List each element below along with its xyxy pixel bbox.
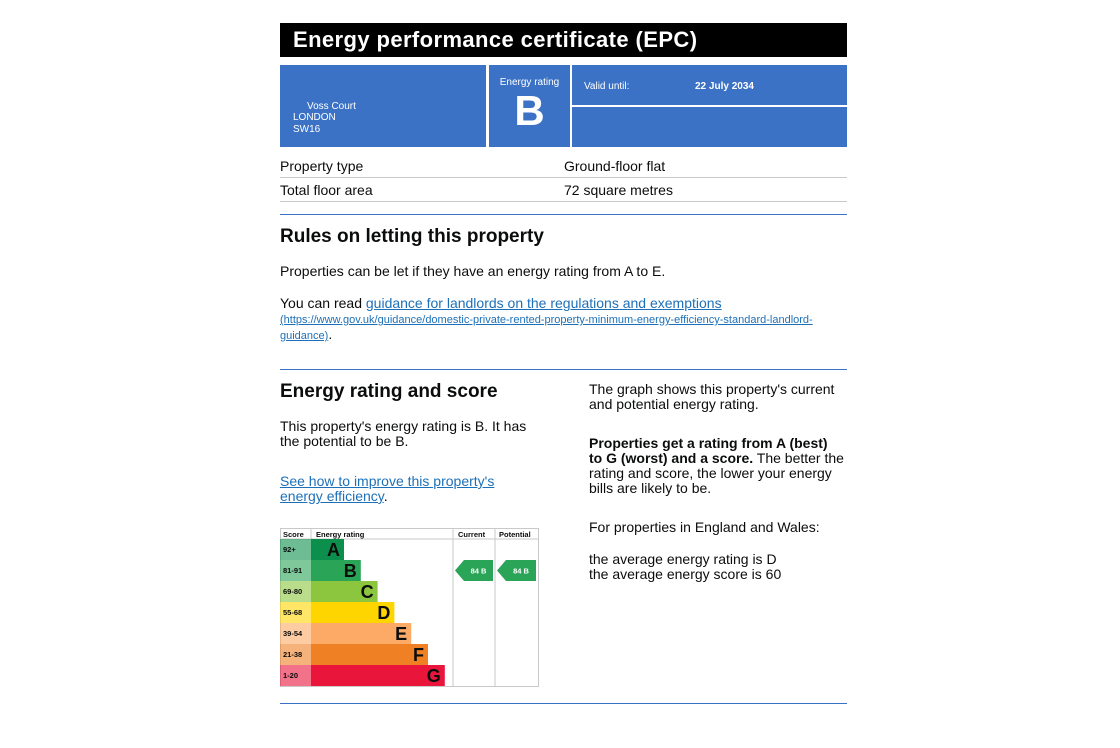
chart-header-potential: Potential [499, 530, 531, 539]
property-type-value: Ground-floor flat [564, 158, 666, 174]
average-score: the average energy score is 60 [589, 566, 782, 582]
potential-rating-marker-label: 84 B [513, 566, 529, 576]
rating-heading: Energy rating and score [280, 381, 498, 402]
chart-band-bar-g [311, 665, 445, 686]
improve-suffix: . [383, 488, 388, 504]
property-type-row [280, 153, 847, 178]
floor-area-label: Total floor area [280, 182, 373, 198]
valid-until-panel [572, 65, 847, 105]
scale-rest-text: The better the rating and score, the lower your energy bills are likely to be. [589, 450, 844, 496]
floor-area-row [280, 177, 847, 202]
property-type-label: Property type [280, 158, 364, 174]
chart-band-letter: G [426, 666, 441, 686]
guidance-paragraph [280, 296, 847, 343]
improve-link[interactable]: See how to improve this property's energy efficiency [280, 473, 495, 504]
energy-rating-chart [280, 528, 539, 687]
floor-area-value: 72 square metres [564, 182, 673, 198]
scale-bold-text: Properties get a rating from A (best) to G (worst) and a score. [589, 435, 828, 466]
chart-header-rating: Energy rating [316, 530, 365, 539]
address-line-2: LONDON [293, 112, 336, 123]
guidance-suffix: . [328, 326, 333, 342]
address-panel [280, 65, 486, 147]
chart-score-range: 69-80 [283, 587, 303, 596]
rating-summary: This property's energy rating is B. It has the potential to be B. [280, 418, 527, 449]
rules-heading: Rules on letting this property [280, 226, 544, 247]
chart-band-letter: F [413, 645, 424, 665]
chart-band-bar-f [311, 644, 428, 665]
region-intro: For properties in England and Wales: [589, 519, 820, 535]
valid-until-value: 22 July 2034 [695, 81, 754, 92]
chart-score-range: 81-91 [283, 566, 303, 575]
chart-band-letter: C [360, 582, 374, 602]
chart-band-letter: B [343, 561, 357, 581]
graph-intro: The graph shows this property's current and potential energy rating. [589, 381, 835, 412]
chart-band-letter: A [327, 540, 340, 560]
section-divider [280, 703, 847, 704]
address-postcode: SW16 [293, 124, 321, 135]
guidance-prefix: You can read [280, 295, 362, 311]
chart-header-current: Current [458, 530, 486, 539]
chart-score-range: 1-20 [283, 671, 299, 680]
guidance-link[interactable]: guidance for landlords on the regulations and exemptions [365, 295, 722, 311]
page-title: Energy performance certificate (EPC) [280, 23, 847, 57]
chart-header-score: Score [283, 530, 304, 539]
chart-band-letter: D [377, 603, 391, 623]
energy-rating-panel [489, 65, 570, 147]
chart-score-range: 55-68 [283, 608, 303, 617]
chart-score-range: 21-38 [283, 650, 303, 659]
section-divider [280, 369, 847, 370]
rules-paragraph: Properties can be let if they have an energy rating from A to E. [280, 263, 666, 279]
header-blank-panel [572, 107, 847, 147]
chart-band-letter: E [395, 624, 408, 644]
current-rating-marker-label: 84 B [470, 566, 487, 576]
section-divider [280, 214, 847, 215]
chart-score-range: 92+ [283, 545, 296, 554]
scale-explanation [589, 436, 844, 496]
average-rating: the average energy rating is D [589, 551, 777, 567]
energy-rating-label: Energy rating [499, 77, 560, 88]
valid-until-label: Valid until: [584, 81, 630, 92]
guidance-url-link[interactable]: (https://www.gov.uk/guidance/domestic-private-rented-property-minimum-energy-efficiency-standard-landlord-guidance) [280, 314, 813, 342]
chart-score-range: 39-54 [283, 629, 303, 638]
energy-rating-band: B [514, 87, 545, 134]
improve-paragraph [280, 474, 530, 504]
address-line-1: Voss Court [307, 101, 356, 112]
